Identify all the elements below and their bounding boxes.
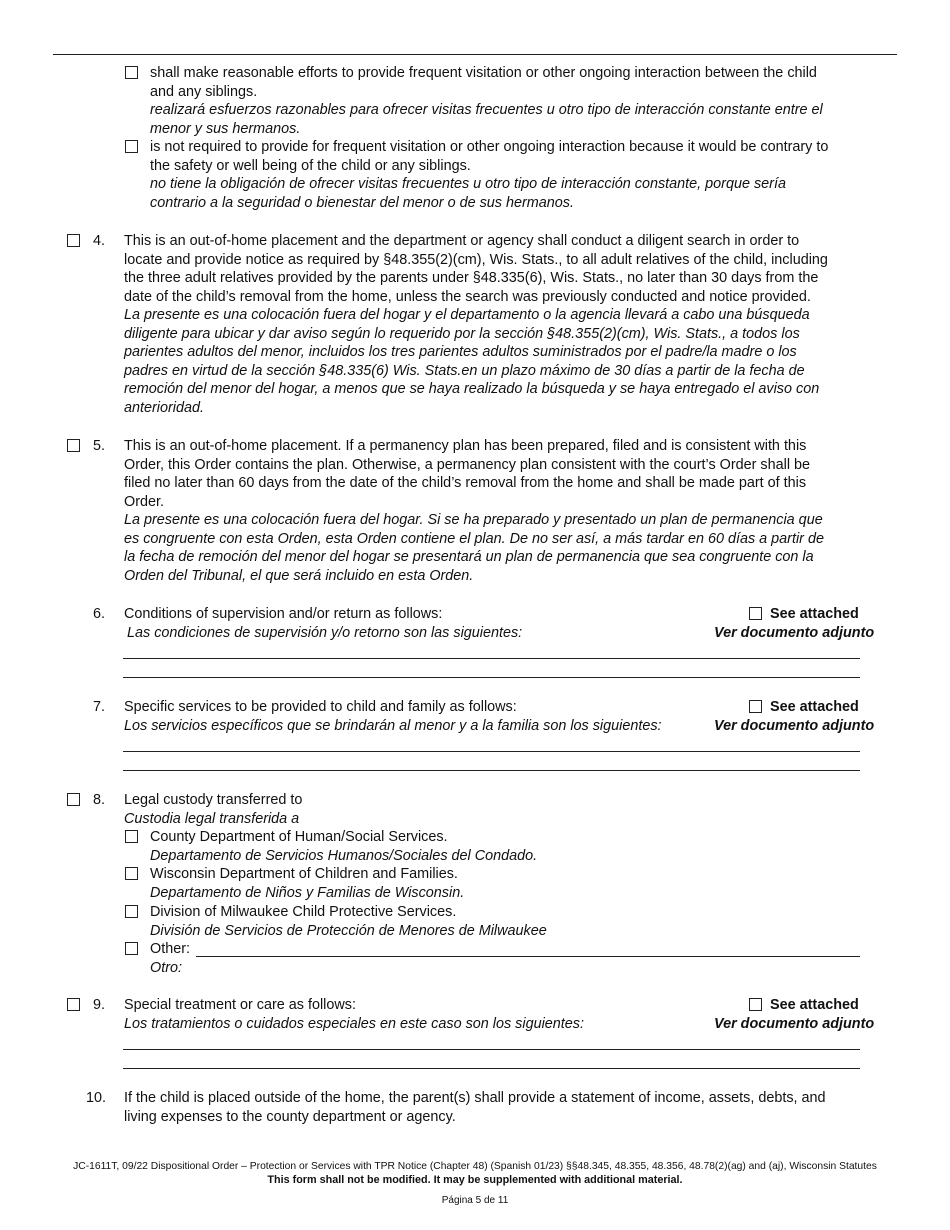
sibling-visitation-es-2: menor y sus hermanos. [150, 120, 301, 137]
custody-other-input-line[interactable] [196, 956, 860, 957]
item5-en-4: Order. [124, 493, 164, 510]
sibling-not-required-es-1: no tiene la obligación de ofrecer visitas frecuentes u otro tipo de interacción constante, porque sería [150, 176, 786, 192]
item5-es-1: La presente es una colocación fuera del hogar. Si se ha preparado y presentado un plan de permanencia que [124, 512, 823, 528]
item6-es: Las condiciones de supervisión y/o retorno son las siguientes: [127, 624, 523, 641]
page-number: Página 5 de 11 [441, 1195, 509, 1206]
custody-milwaukee-cps-en: Division of Milwaukee Child Protective Services. [150, 904, 457, 920]
item7-es: Los servicios específicos que se brindarán al menor y a la familia son los siguientes: [124, 717, 662, 734]
custody-other-es: Otro: [150, 959, 182, 976]
custody-wisconsin-dcf-es: Departamento de Niños y Familias de Wisconsin. [150, 884, 465, 901]
item4-es-4: padres en virtud de la sección §48.335(6) Wis. Stats.en un plazo máximo de 30 días a partir de la fecha de [124, 362, 805, 379]
item5-en-1: This is an out-of-home placement. If a permanency plan has been prepared, filed and is consistent with this [124, 438, 807, 454]
item4-es-3: parientes adultos del menor, incluidos los tres parientes adultos suministrados por el padre/la madre o los [124, 344, 797, 360]
sibling-visitation-en-1: shall make reasonable efforts to provide frequent visitation or other ongoing interaction between the child [150, 65, 817, 81]
item6-see-attached-checkbox[interactable] [749, 607, 762, 620]
custody-wisconsin-dcf-checkbox[interactable] [125, 867, 138, 880]
item6-number: 6. [92, 606, 105, 622]
sibling-not-required-es-2: contrario a la seguridad o bienestar del menor o de sus hermanos. [150, 194, 574, 211]
item4-es-5: remoción del menor del hogar, a menos que se haya realizado la búsqueda y se haya entregado el aviso con [124, 381, 820, 397]
item4-es-1: La presente es una colocación fuera del hogar y el departamento o la agencia llevará a cabo una búsqueda [124, 307, 810, 323]
custody-county-en: County Department of Human/Social Services. [150, 829, 448, 845]
footer-notice: This form shall not be modified. It may be supplemented with additional material. [267, 1174, 683, 1186]
item9-line-2[interactable] [123, 1068, 860, 1069]
item7-ver-documento-label: Ver documento adjunto [714, 717, 875, 734]
item7-see-attached-label: See attached [770, 699, 859, 715]
item10-en-1: If the child is placed outside of the home, the parent(s) shall provide a statement of income, assets, debts, and [124, 1090, 826, 1106]
footer-form-line: JC-1611T, 09/22 Dispositional Order – Protection or Services with TPR Notice (Chapter 48) (Spanish 01/23) §§48.345, 48.355, 48.356, 48.78(2)(ag) and (aj), Wisconsin Statutes [73, 1161, 877, 1172]
sibling-not-required-en-2: the safety or well being of the child or any siblings. [150, 157, 471, 174]
item9-ver-documento-label: Ver documento adjunto [714, 1015, 875, 1032]
custody-county-es: Departamento de Servicios Humanos/Sociales del Condado. [150, 847, 538, 864]
item6-line-2[interactable] [123, 677, 860, 678]
item7-line-1[interactable] [123, 751, 860, 752]
item4-en-2: locate and provide notice as required by §48.355(2)(cm), Wis. Stats., to all adult relatives of the child, including [124, 251, 828, 268]
item9-number: 9. [92, 997, 105, 1013]
item4-en-4: date of the child’s removal from the home, unless the search was previously conducted and notice provided. [124, 288, 811, 305]
custody-other-en: Other: [150, 941, 190, 957]
custody-other-checkbox[interactable] [125, 942, 138, 955]
sibling-visitation-es-1: realizará esfuerzos razonables para ofrecer visitas frecuentes u otro tipo de interacción constante entre el [150, 102, 823, 118]
item7-line-2[interactable] [123, 770, 860, 771]
item4-en-1: This is an out-of-home placement and the department or agency shall conduct a diligent search in order to [124, 233, 800, 249]
sibling-visitation-en-2: and any siblings. [150, 83, 258, 100]
item7-en: Specific services to be provided to child and family as follows: [124, 699, 517, 715]
item8-number: 8. [92, 792, 105, 808]
item5-es-4: Orden del Tribunal, el que será incluido en esta Orden. [124, 567, 474, 584]
custody-county-checkbox[interactable] [125, 830, 138, 843]
item9-line-1[interactable] [123, 1049, 860, 1050]
item6-line-1[interactable] [123, 658, 860, 659]
item10-en-2: living expenses to the county department or agency. [124, 1108, 456, 1125]
item4-es-2: diligente para ubicar y dar aviso según lo requerido por la sección §48.355(2)(cm), Wis. Stats., a todos los [124, 325, 800, 342]
item10-number: 10. [85, 1090, 106, 1106]
item9-see-attached-label: See attached [770, 997, 859, 1013]
item5-es-2: es congruente con esta Orden, esta Orden contiene el plan. De no ser así, a más tardar en 60 días a partir de [124, 530, 824, 547]
item9-see-attached-checkbox[interactable] [749, 998, 762, 1011]
custody-wisconsin-dcf-en: Wisconsin Department of Children and Families. [150, 866, 458, 882]
sibling-not-required-en-1: is not required to provide for frequent visitation or other ongoing interaction because it would be contrary to [150, 139, 829, 155]
item5-en-3: filed no later than 60 days from the date of the child’s removal from the home and shall be made part of this [124, 475, 807, 491]
item7-see-attached-checkbox[interactable] [749, 700, 762, 713]
item6-see-attached-label: See attached [770, 606, 859, 622]
item4-en-3: the three adult relatives provided by the parents under §48.335(6), Wis. Stats., no later than 30 days from the [124, 270, 819, 286]
sibling-not-required-checkbox[interactable] [125, 140, 138, 153]
top-rule [53, 54, 897, 55]
item8-es: Custodia legal transferida a [124, 810, 300, 827]
item9-en: Special treatment or care as follows: [124, 997, 356, 1013]
item5-number: 5. [92, 438, 105, 454]
item4-es-6: anterioridad. [124, 399, 204, 416]
custody-milwaukee-cps-es: División de Servicios de Protección de Menores de Milwaukee [150, 922, 547, 939]
sibling-visitation-checkbox[interactable] [125, 66, 138, 79]
item6-en: Conditions of supervision and/or return as follows: [124, 606, 443, 622]
item8-en: Legal custody transferred to [124, 792, 303, 808]
custody-milwaukee-cps-checkbox[interactable] [125, 905, 138, 918]
item9-es: Los tratamientos o cuidados especiales en este caso son los siguientes: [124, 1015, 584, 1032]
item6-ver-documento-label: Ver documento adjunto [714, 624, 875, 641]
item5-es-3: la fecha de remoción del menor del hogar se presentará un plan de permanencia que sea congruente con la [124, 549, 814, 565]
item5-en-2: Order, this Order contains the plan. Otherwise, a permanency plan consistent with the court’s Order shall be [124, 456, 811, 473]
item7-number: 7. [92, 699, 105, 715]
item4-number: 4. [92, 233, 105, 249]
